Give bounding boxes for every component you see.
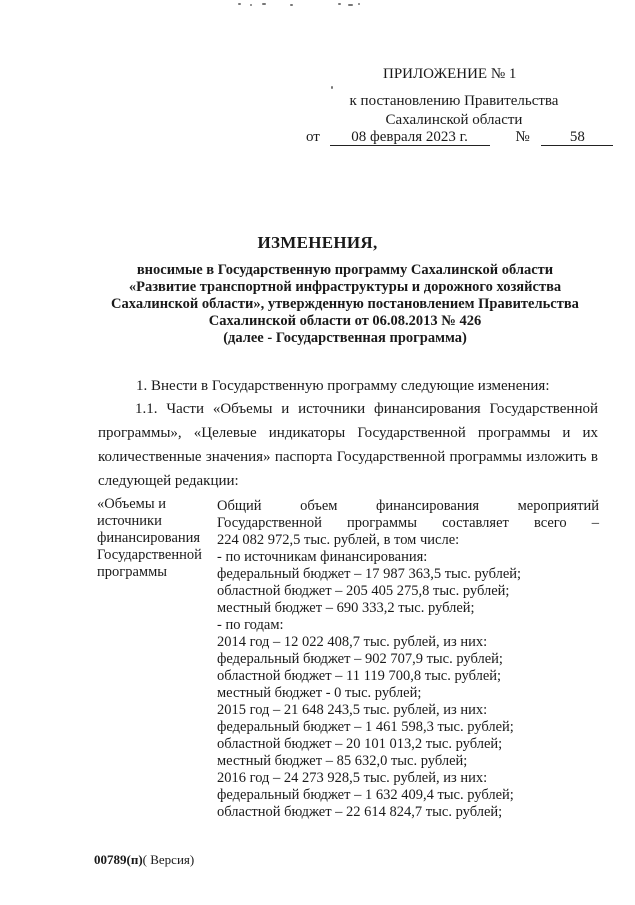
scan-speck — [250, 4, 252, 6]
financing-line: местный бюджет – 690 333,2 тыс. рублей; — [217, 600, 475, 616]
resolution-line: к постановлению Правительства — [349, 93, 559, 109]
scan-speck — [358, 3, 360, 5]
table-left-column — [97, 496, 219, 581]
from-label: от — [306, 129, 320, 145]
resolution-line: Сахалинской области — [385, 112, 523, 128]
paragraph-1: 1. Внести в Государственную программу следующие изменения: — [136, 378, 550, 394]
document-title: ИЗМЕНЕНИЯ, — [257, 233, 378, 252]
financing-line: областной бюджет – 22 614 824,7 тыс. рублей; — [217, 804, 503, 820]
subtitle-line: (далее - Государственная программа) — [223, 330, 467, 346]
document-code: 00789(п) — [94, 852, 143, 867]
scan-speck — [338, 3, 341, 5]
financing-line: местный бюджет - 0 тыс. рублей; — [217, 685, 422, 701]
resolution-number: 58 — [541, 129, 613, 146]
table-left-line: «Объемы и — [97, 496, 166, 512]
financing-line: областной бюджет – 205 405 275,8 тыс. рублей; — [217, 583, 510, 599]
document-version: ( Версия) — [142, 852, 195, 867]
resolution-reference — [348, 92, 560, 130]
number-label: № — [515, 129, 530, 145]
financing-line: 2014 год – 12 022 408,7 тыс. рублей, из них: — [217, 634, 488, 650]
financing-total-heading: Общий объем финансирования мероприятий Государственной программы составляет всего – — [217, 498, 599, 531]
resolution-date: 08 февраля 2023 г. — [330, 129, 490, 146]
financing-line: 224 082 972,5 тыс. рублей, в том числе: — [217, 532, 460, 548]
document-footer — [94, 852, 194, 868]
scan-speck — [262, 3, 266, 5]
subtitle-line: вносимые в Государственную программу Сахалинской области — [136, 262, 554, 278]
financing-line: областной бюджет – 20 101 013,2 тыс. рублей; — [217, 736, 503, 752]
subtitle-line: Сахалинской области», утвержденную постановлением Правительства — [111, 296, 579, 312]
table-left-line: источники — [97, 513, 162, 529]
financing-line: областной бюджет – 11 119 700,8 тыс. рублей; — [217, 668, 502, 684]
financing-line: федеральный бюджет – 17 987 363,5 тыс. рублей; — [217, 566, 522, 582]
document-subtitle — [95, 262, 595, 347]
scan-speck — [238, 3, 241, 5]
table-right-column — [217, 498, 599, 821]
table-left-line: финансирования — [97, 530, 201, 546]
table-left-line: Государственной — [97, 547, 202, 563]
financing-line: 2015 год – 21 648 243,5 тыс. рублей, из них: — [217, 702, 488, 718]
financing-line: федеральный бюджет – 1 632 409,4 тыс. рублей; — [217, 787, 514, 803]
financing-line: 2016 год – 24 273 928,5 тыс. рублей, из них: — [217, 770, 488, 786]
subtitle-line: Сахалинской области от 06.08.2013 № 426 — [208, 313, 482, 329]
date-number-row — [306, 129, 613, 146]
financing-line: федеральный бюджет – 1 461 598,3 тыс. рублей; — [217, 719, 514, 735]
scan-speck — [290, 4, 293, 6]
subtitle-line: «Развитие транспортной инфраструктуры и дорожного хозяйства — [128, 279, 562, 295]
appendix-label: ПРИЛОЖЕНИЕ № 1 — [383, 66, 517, 82]
paragraph-1-1: 1.1. Части «Объемы и источники финансирования Государственной программы», «Целевые индикаторы Государственной программы и их количественные значения» паспорта Государственной программы изложить в следующей редакции: — [98, 401, 598, 489]
financing-line: - по годам: — [217, 617, 284, 633]
scan-speck — [331, 86, 333, 89]
table-left-line: программы — [97, 564, 167, 580]
financing-line: федеральный бюджет – 902 707,9 тыс. рублей; — [217, 651, 503, 667]
financing-line: - по источникам финансирования: — [217, 549, 428, 565]
scan-speck — [348, 4, 353, 6]
financing-line: местный бюджет – 85 632,0 тыс. рублей; — [217, 753, 468, 769]
